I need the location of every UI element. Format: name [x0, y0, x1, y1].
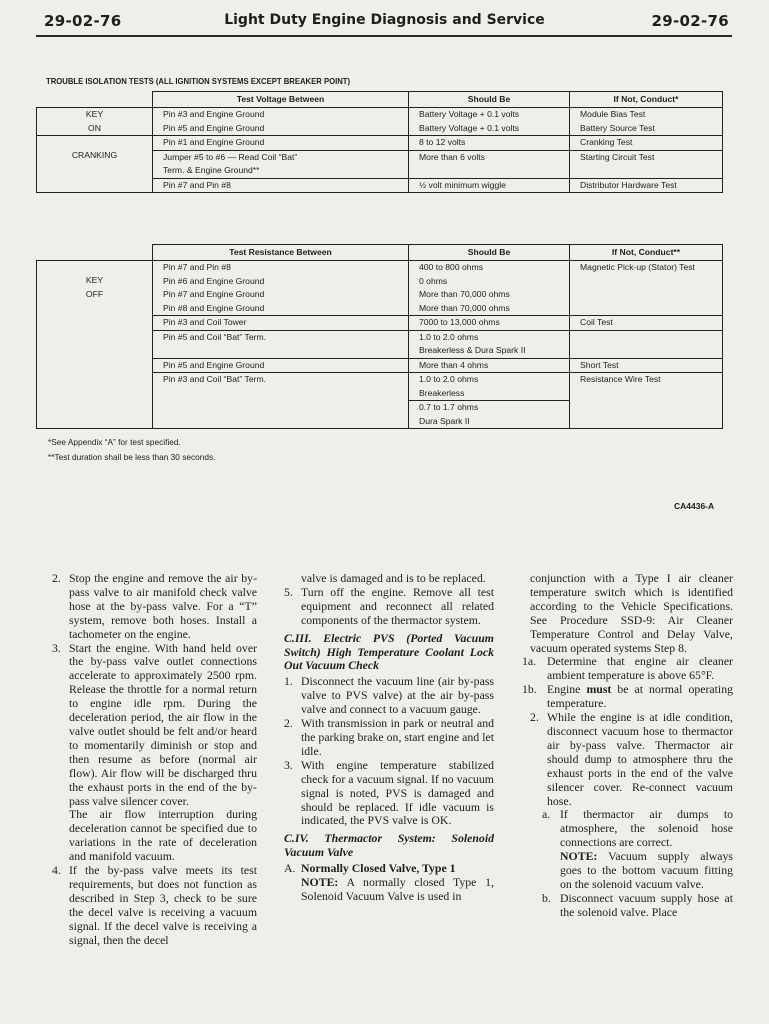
ifnot-cell: Module Bias Test [570, 108, 723, 122]
ifnot-cell: Cranking Test [570, 136, 723, 151]
section-heading: C.IV. Thermactor System: Solenoid Vacuum Valve [284, 831, 494, 860]
table-header: Test Voltage Between [153, 92, 409, 108]
test-cell: Pin #7 and Pin #8 [153, 178, 409, 193]
voltage-test-table [36, 91, 723, 193]
should-cell: 1.0 to 2.0 ohms Breakerless & Dura Spark II [409, 330, 570, 358]
should-cell: ½ volt minimum wiggle [409, 178, 570, 193]
list-item: 1a. Determine that engine air cleaner ambient temperature is above 65°F. [522, 654, 733, 683]
resistance-test-table [36, 244, 723, 429]
section-heading: C.III. Electric PVS (Ported Vacuum Switch) High Temperature Coolant Lock Out Vacuum Check [284, 630, 494, 673]
list-item: 4. If the by-pass valve meets its test requirements, but does not function as described in Step 3, check to be sure the decel valve is receiving a vacuum signal. If the decel valve is receiving a signal, then the decel [52, 863, 257, 947]
table-row [37, 261, 723, 316]
list-item: 5. Turn off the engine. Remove all test equipment and reconnect all related components of the thermactor system. [284, 584, 494, 627]
header-rule [36, 35, 732, 37]
text-column-1 [52, 572, 257, 947]
should-cell: 400 to 800 ohms 0 ohms More than 70,000 ohms More than 70,000 ohms [409, 261, 570, 316]
ifnot-cell: Coil Test [570, 316, 723, 331]
test-cell: Pin #3 and Coil “Bat” Term. [153, 373, 409, 429]
should-cell: 1.0 to 2.0 ohms Breakerless 0.7 to 1.7 ohms Dura Spark II [409, 373, 570, 429]
test-cell: Pin #5 and Engine Ground [153, 358, 409, 373]
table-row [37, 136, 723, 151]
list-item: 3. Start the engine. With hand held over the by-pass valve outlet connections accelerate to approximately 2500 rpm. Release the throttle for a normal return to engine idle rpm. During the deceleration period, the air flow in the valve outlet should be felt and/or heard to momentarily diminish or stop and then resume as before (normal air flow). Air flow will be discharged thru the exhaust ports in the end of the by-pass valve silencer cover. The air flow interruption during deceleration cannot be specified due to variations in the rate of deceleration and manifold vacuum. [52, 640, 257, 864]
condition-cell: KEY ON [37, 108, 153, 136]
paragraph: valve is damaged and is to be replaced. [301, 571, 486, 585]
list-item: 3. With engine temperature stabilized check for a vacuum signal. If no vacuum signal is noted, PVS is damaged and should be replaced. If idle vacuum is indicated, the PVS valve is OK. [284, 757, 494, 828]
ifnot-cell: Starting Circuit Test [570, 150, 723, 178]
list-item: 2. While the engine is at idle condition, disconnect vacuum hose to thermactor air by-pass valve. Thermactor air should dump to atmosphere thru the exhaust ports in the end of the valve silencer cover. Re-connect vacuum hose. [530, 710, 733, 808]
should-cell: More than 6 volts [409, 150, 570, 178]
ifnot-cell: Short Test [570, 358, 723, 373]
footnote: **Test duration shall be less than 30 seconds. [48, 452, 216, 462]
test-cell: Pin #7 and Pin #8 Pin #6 and Engine Ground Pin #7 and Engine Ground Pin #8 and Engine Ground [153, 261, 409, 316]
text-column-3 [522, 571, 734, 920]
table-header: Test Resistance Between [153, 245, 409, 261]
footnote: *See Appendix “A” for test specified. [48, 437, 181, 447]
should-cell: 7000 to 13,000 ohms [409, 316, 570, 331]
paragraph: conjunction with a Type I air cleaner temperature switch which is identified according to the Vehicle Specifications. See Procedure SSD-9: Air Cleaner Temperature Control and Delay Valve, vacuum operated systems Step 8. [530, 571, 733, 655]
table-section-title: TROUBLE ISOLATION TESTS (ALL IGNITION SYSTEMS EXCEPT BREAKER POINT) [46, 76, 351, 86]
should-cell: Battery Voltage + 0.1 volts [409, 122, 570, 136]
list-item: 2. Stop the engine and remove the air by-pass valve to air manifold check valve hose at the by-pass valve. For a “T” system, remove both hoses. Install a tachometer on the engine. [52, 571, 257, 641]
test-cell: Pin #3 and Engine Ground [153, 108, 409, 122]
list-item: 1. Disconnect the vacuum line (air by-pass valve to PVS valve) at the air by-pass valve and connect to a vacuum gauge. [284, 674, 494, 717]
table-header: If Not, Conduct* [570, 92, 723, 108]
list-item: 2. With transmission in park or neutral and the parking brake on, start engine and let idle. [284, 716, 494, 758]
ifnot-cell: Battery Source Test [570, 122, 723, 136]
page-number-right: 29-02-76 [651, 12, 729, 30]
test-cell: Pin #1 and Engine Ground [153, 136, 409, 151]
test-cell: Pin #3 and Coil Tower [153, 316, 409, 331]
test-cell: Pin #5 and Coil “Bat” Term. [153, 330, 409, 358]
list-item: b. Disconnect vacuum supply hose at the solenoid valve. Place [542, 890, 733, 919]
figure-code: CA4436-A [674, 501, 715, 511]
table-header: Should Be [409, 245, 570, 261]
page-number-left: 29-02-76 [44, 12, 122, 30]
list-item: a. If thermactor air dumps to atmosphere, the solenoid hose connections are correct. NOTE: Vacuum supply always goes to the bottom vacuum fitting on the solenoid vacuum valve. [542, 807, 733, 891]
page-title: Light Duty Engine Diagnosis and Service [224, 12, 545, 28]
list-item: 1b. Engine must be at normal operating temperature. [522, 682, 734, 711]
ifnot-cell: Resistance Wire Test [570, 373, 723, 429]
test-cell: Jumper #5 to #6 — Read Coil “Bat” Term. & Engine Ground** [153, 150, 409, 178]
list-item: A. Normally Closed Valve, Type 1 NOTE: A normally closed Type 1, Solenoid Vacuum Valve is used in [284, 861, 494, 903]
table-header: If Not, Conduct** [570, 245, 723, 261]
should-cell: Battery Voltage + 0.1 volts [409, 108, 570, 122]
ifnot-cell [570, 330, 723, 358]
table-header: Should Be [409, 92, 570, 108]
test-cell: Pin #5 and Engine Ground [153, 122, 409, 136]
ifnot-cell: Magnetic Pick-up (Stator) Test [570, 261, 723, 316]
should-cell: 8 to 12 volts [409, 136, 570, 151]
condition-cell: CRANKING [37, 136, 153, 193]
should-cell: More than 4 ohms [409, 358, 570, 373]
table-row [37, 108, 723, 122]
text-column-2 [284, 572, 494, 904]
condition-cell: KEY OFF [37, 261, 153, 429]
ifnot-cell: Distributor Hardware Test [570, 178, 723, 193]
